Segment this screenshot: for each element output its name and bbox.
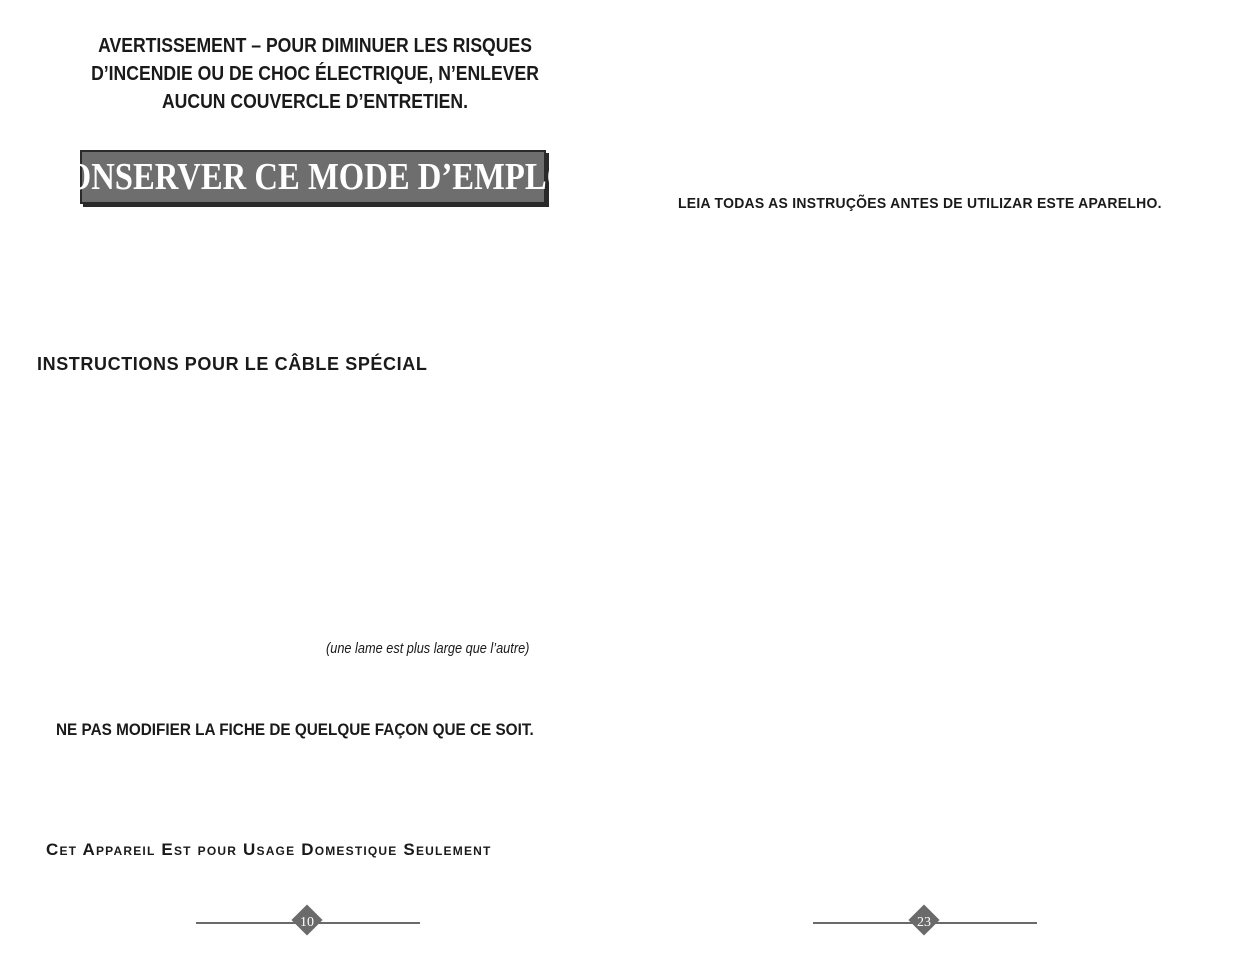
banner-text: CONSERVER CE MODE D’EMPLOI	[41, 156, 585, 198]
warning-line-2: D’INCENDIE OU DE CHOC ÉLECTRIQUE, N’ENLEVER	[91, 63, 539, 85]
household-use-heading: Cet Appareil Est pour Usage Domestique Seulement	[46, 840, 492, 859]
page-number-right	[813, 908, 1037, 938]
page-number-text: 10	[300, 915, 314, 930]
blade-note: (une lame est plus large que l’autre)	[326, 640, 530, 657]
plug-warning: NE PAS MODIFIER LA FICHE DE QUELQUE FAÇON QUE CE SOIT.	[56, 720, 534, 739]
keep-instructions-banner	[41, 150, 585, 204]
warning-line-3: AUCUN COUVERCLE D’ENTRETIEN.	[161, 91, 469, 113]
warning-line-1: AVERTISSEMENT – POUR DIMINUER LES RISQUES	[98, 35, 532, 57]
page-number-left	[196, 908, 420, 938]
read-instructions-heading: LEIA TODAS AS INSTRUÇÕES ANTES DE UTILIZAR ESTE APARELHO.	[678, 195, 1162, 212]
page-number-text: 23	[917, 915, 931, 930]
warning-block	[73, 32, 557, 116]
cable-instructions-heading: INSTRUCTIONS POUR LE CÂBLE SPÉCIAL	[37, 354, 428, 374]
